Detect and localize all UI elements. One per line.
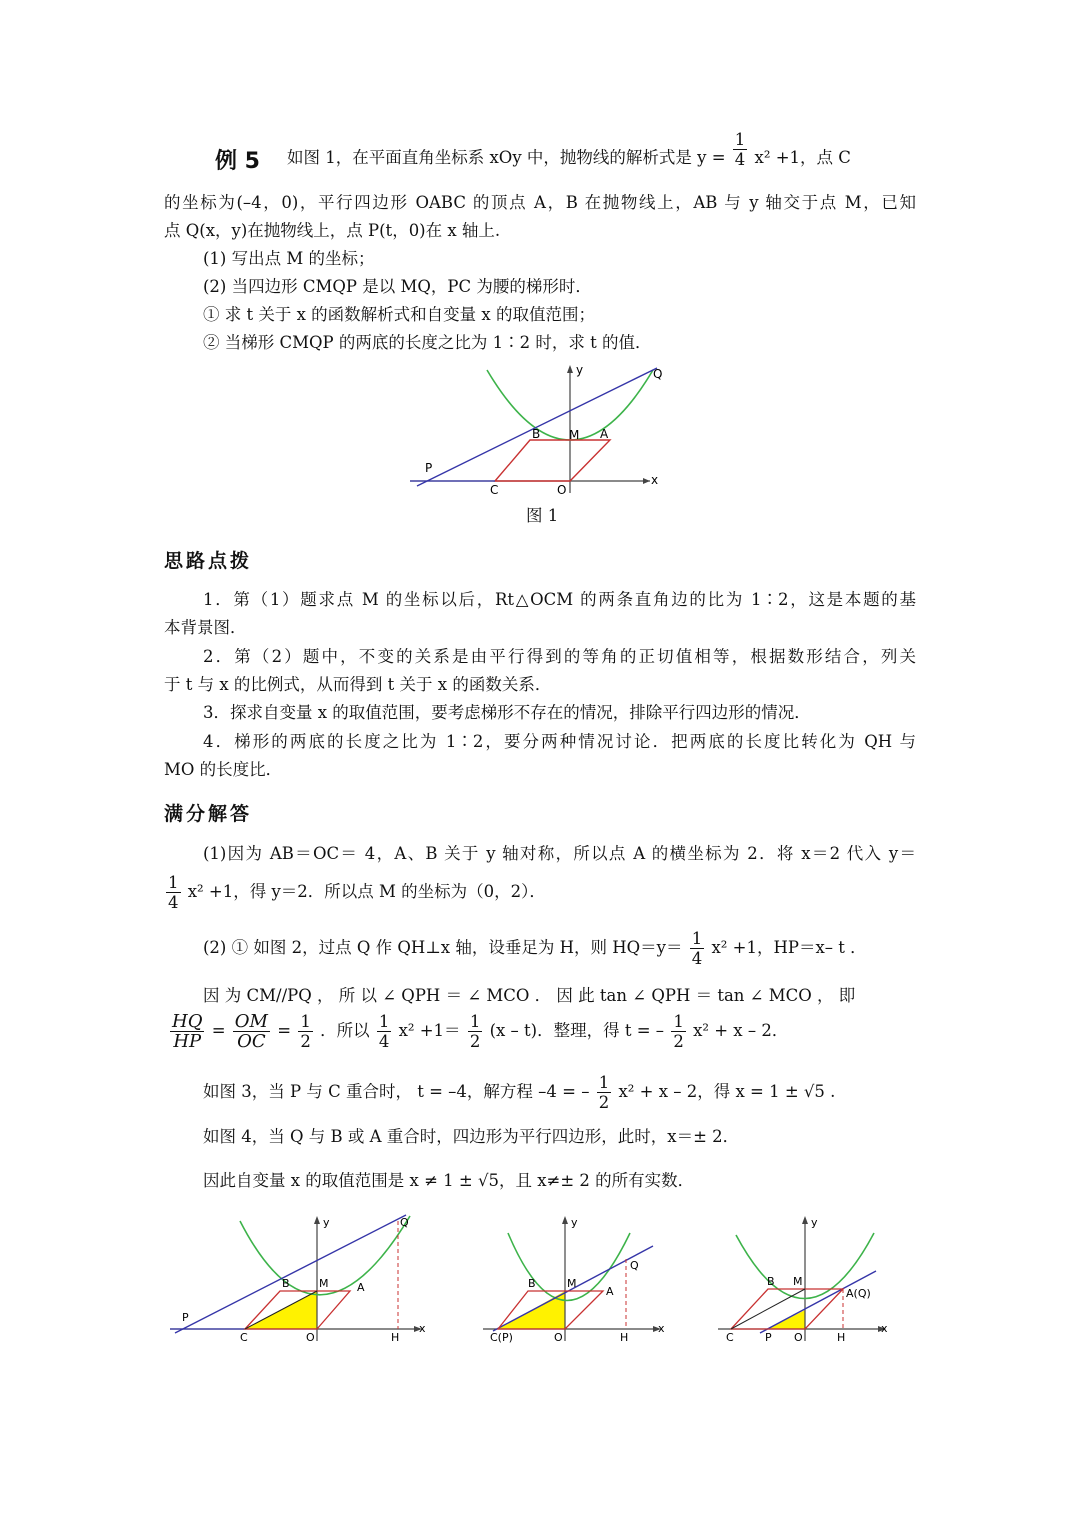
- figure-3: [478, 1213, 668, 1348]
- svg-text:M: M: [793, 1275, 803, 1288]
- svg-text:O: O: [794, 1331, 803, 1344]
- fig1-label-y: y: [576, 363, 584, 377]
- solution-3: 如图 3，当 P 与 C 重合时， t = –4，解方程 –4 = – $\frac{1}{2}$ x² + x – 2，得 x = 1 ± √5 .: [203, 1073, 836, 1112]
- solution-4: 如图 4，当 Q 与 B 或 A 重合时，四边形为平行四边形，此时，x＝± 2．: [203, 1127, 740, 1146]
- fig1-parallelogram: [495, 440, 610, 481]
- figure-2: [170, 1213, 430, 1348]
- figure-1: [405, 360, 670, 500]
- solution-2-line-a: (2) ① 如图 2，过点 Q 作 QH⊥x 轴，设垂足为 H，则 HQ＝y＝ $\frac{1}{4}$ x² +1，HP＝x– t ．: [203, 929, 867, 968]
- svg-text:H: H: [391, 1331, 400, 1344]
- svg-text:B: B: [767, 1275, 775, 1288]
- fig4-line-pq: [760, 1271, 876, 1333]
- fig1-label-q: Q: [653, 367, 663, 381]
- hint-2-line-2: 于 t 与 x 的比例式，从而得到 t 关于 x 的函数关系．: [164, 675, 552, 694]
- fig1-label-m: M: [569, 428, 580, 442]
- svg-text:x: x: [419, 1322, 426, 1335]
- svg-text:O: O: [554, 1331, 563, 1344]
- hint-4-line-1: 4．梯形的两底的长度之比为 1∶2，要分两种情况讨论．把两底的长度比转化为 QH 与: [203, 732, 916, 751]
- fig1-label-c: C: [490, 483, 499, 497]
- svg-text:M: M: [567, 1277, 577, 1290]
- svg-text:Q: Q: [400, 1216, 409, 1229]
- hint-1-line-1: 1．第（1）题求点 M 的坐标以后，Rt△OCM 的两条直角边的比为 1∶2，这是本题的基: [203, 590, 916, 609]
- question-2b: ② 当梯形 CMQP 的两底的长度之比为 1∶2 时，求 t 的值．: [203, 333, 652, 352]
- fig1-label-p: P: [425, 461, 433, 475]
- svg-text:x: x: [881, 1322, 888, 1335]
- fig1-label-a: A: [600, 427, 609, 441]
- hint-1-line-2: 本背景图．: [164, 618, 247, 637]
- example-title: 例 5: [215, 149, 260, 174]
- svg-text:C: C: [726, 1331, 734, 1344]
- hint-3: 3．探求自变量 x 的取值范围，要考虑梯形不存在的情况，排除平行四边形的情况．: [203, 703, 811, 722]
- hint-2-line-1: 2．第（2）题中，不变的关系是由平行得到的等角的正切值相等，根据数形结合，列关: [203, 647, 916, 666]
- svg-text:P: P: [765, 1331, 772, 1344]
- svg-text:y: y: [571, 1216, 578, 1229]
- svg-text:H: H: [837, 1331, 846, 1344]
- svg-text:A: A: [606, 1285, 614, 1298]
- solution-2-line-b: 因 为 CM//PQ ， 所 以 ∠ QPH ＝ ∠ MCO ． 因 此 tan ∠ QPH ＝ tan ∠ MCO ， 即: [203, 986, 856, 1005]
- svg-text:H: H: [620, 1331, 629, 1344]
- svg-text:y: y: [811, 1216, 818, 1229]
- svg-text:M: M: [319, 1277, 329, 1290]
- svg-text:P: P: [182, 1311, 189, 1324]
- question-1: (1) 写出点 M 的坐标；: [203, 249, 375, 268]
- problem-intro: 如图 1，在平面直角坐标系 xOy 中，抛物线的解析式是 y = $\frac{1}{4}$ x² +1，点 C: [287, 130, 851, 169]
- svg-text:A(Q): A(Q): [846, 1287, 871, 1300]
- fig1-label-o: O: [557, 483, 567, 497]
- figure-1-caption: 图 1: [526, 506, 559, 525]
- fig1-label-x: x: [651, 473, 659, 487]
- svg-text:B: B: [282, 1277, 290, 1290]
- hints-heading: 思路点拨: [164, 550, 253, 572]
- problem-line-2: 的坐标为(–4，0)，平行四边形 OABC 的顶点 A，B 在抛物线上，AB 与 y 轴交于点 M，已知: [164, 193, 916, 212]
- solution-5: 因此自变量 x 的取值范围是 x ≠ 1 ± √5，且 x≠± 2 的所有实数．: [203, 1171, 695, 1190]
- question-2a: ① 求 t 关于 x 的函数解析式和自变量 x 的取值范围；: [203, 305, 595, 324]
- svg-text:x: x: [658, 1322, 665, 1335]
- svg-text:Q: Q: [630, 1259, 639, 1272]
- solution-1-line-1: (1)因为 AB＝OC＝ 4，A、B 关于 y 轴对称，所以点 A 的横坐标为 2．将 x＝2 代入 y＝: [203, 844, 916, 863]
- svg-text:O: O: [306, 1331, 315, 1344]
- fig1-label-b: B: [532, 427, 541, 441]
- svg-text:C: C: [240, 1331, 248, 1344]
- problem-line-3: 点 Q(x，y)在抛物线上，点 P(t，0)在 x 轴上.: [164, 221, 501, 240]
- svg-text:C(P): C(P): [490, 1331, 513, 1344]
- hint-4-line-2: MO 的长度比．: [164, 760, 283, 779]
- question-2: (2) 当四边形 CMQP 是以 MQ，PC 为腰的梯形时．: [203, 277, 592, 296]
- figure-4: [718, 1213, 893, 1348]
- solution-heading: 满分解答: [164, 803, 253, 825]
- solution-2-line-c: $\frac{HQ}{HP}$ = $\frac{OM}{OC}$ = $\frac{1}{2}$ ．所以 $\frac{1}{4}$ x² +1＝ $\frac{1}{2}$ (x – t)．整理，得 t = – $\frac{1}{2}$ x² + x – 2．: [172, 1011, 789, 1052]
- solution-1-line-2: $\frac{1}{4}$ x² +1，得 y＝2．所以点 M 的坐标为（0，2）．: [168, 873, 546, 912]
- svg-text:B: B: [528, 1277, 536, 1290]
- svg-text:y: y: [323, 1216, 330, 1229]
- svg-text:A: A: [357, 1281, 365, 1294]
